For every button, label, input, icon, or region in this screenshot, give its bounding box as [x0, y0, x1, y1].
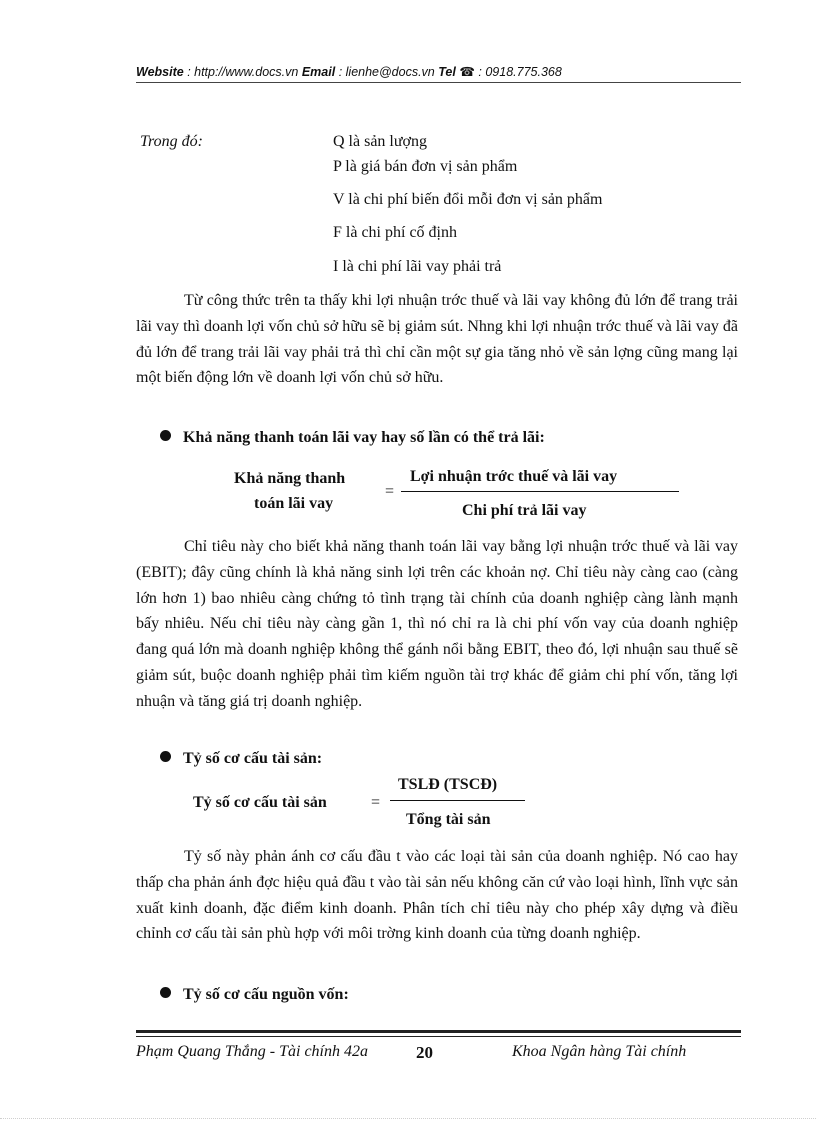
bullet-icon [160, 751, 171, 762]
body-paragraph: Từ công thức trên ta thấy khi lợi nhuận trớc thuế và lãi vay không đủ lớn để trang trải lãi vay thì doanh lợi vốn chủ sở hữu sẽ bị giảm sút. Nhng khi lợi nhuận trớc thuế và lãi vay đã đủ lớn để trang trải lãi vay phải trả thì chỉ cần một sự gia tăng nhỏ về sản lợng cũng mang lại một biến động lớn về doanh lợi vốn chủ sở hữu. [136, 292, 738, 387]
section-heading [160, 750, 322, 768]
formula-denominator: Tổng tài sản [406, 811, 491, 828]
formula-lhs: Tỷ số cơ cấu tài sản [193, 794, 327, 811]
body-paragraph: Chỉ tiêu này cho biết khả năng thanh toán lãi vay bằng lợi nhuận trớc thuế và lãi vay (EBIT); đây cũng chính là khả năng sinh lợi trên các khoản nợ. Chỉ tiêu này càng cao (càng lớn hơn 1) bao nhiêu càng chứng tỏ tình trạng tài chính của doanh nghiệp càng lành mạnh bấy nhiêu. Nếu chỉ tiêu này càng gần 1, thì nó chỉ ra là chi phí vốn vay của doanh nghiệp đang quá lớn mà doanh nghiệp không thể gánh nổi bằng EBIT, theo đó, lợi nhuận sau thuế sẽ giảm sút, buộc doanh nghiệp phải tìm kiếm nguồn tài trợ khác để giảm chi phí vốn, tăng lợi nhuận và tăng giá trị doanh nghiệp. [136, 538, 738, 710]
email-value[interactable]: : lienhe@docs.vn [338, 65, 435, 79]
phone-icon: ☎ [459, 65, 475, 79]
formula-numerator: Lợi nhuận trớc thuế và lãi vay [410, 468, 618, 485]
section-heading [160, 986, 349, 1004]
definition-item: Q là sản lượng [333, 133, 428, 150]
formula-equals: = [371, 794, 381, 811]
definitions-label: Trong đó: [140, 133, 203, 150]
bullet-icon [160, 987, 171, 998]
definition-item: V là chi phí biến đổi mỗi đơn vị sản phẩm [333, 191, 603, 208]
section-title: Tỷ số cơ cấu tài sản: [183, 750, 323, 767]
definition-item: F là chi phí cố định [333, 224, 457, 241]
fraction-bar [390, 800, 525, 801]
website-value[interactable]: : http://www.docs.vn [187, 65, 299, 79]
website-label: Website [136, 65, 184, 79]
formula-denominator: Chi phí trả lãi vay [462, 502, 587, 519]
footer-author: Phạm Quang Thắng - Tài chính 42a [136, 1043, 368, 1060]
section-title: Tỷ số cơ cấu nguồn vốn: [183, 986, 349, 1003]
formula-equals: = [385, 483, 395, 500]
definition-item: I là chi phí lãi vay phải trả [333, 258, 502, 275]
tel-value: : 0918.775.368 [478, 65, 562, 79]
formula-lhs-line2: toán lãi vay [254, 495, 334, 512]
footer-faculty: Khoa Ngân hàng Tài chính [512, 1043, 687, 1060]
email-label: Email [301, 65, 336, 79]
footer-divider [136, 1036, 741, 1037]
page-number: 20 [416, 1043, 433, 1062]
formula-lhs-line1: Khả năng thanh [234, 470, 346, 487]
header-divider [136, 82, 741, 83]
section-heading [160, 429, 545, 447]
body-paragraph: Tỷ số này phản ánh cơ cấu đầu t vào các loại tài sản của doanh nghiệp. Nó cao hay thấp cha phản ánh đợc hiệu quả đầu t vào tài sản nếu không căn cứ vào loại hình, lĩnh vực sản xuất kinh doanh, đặc điểm kinh doanh. Phân tích chỉ tiêu này cho phép xây dựng và điều chỉnh cơ cấu tài sản phù hợp với môi trờng kinh doanh của từng doanh nghiệp. [136, 848, 738, 943]
section-title: Khả năng thanh toán lãi vay hay số lần có thể trả lãi: [183, 429, 545, 446]
bullet-icon [160, 430, 171, 441]
footer-divider [136, 1030, 741, 1033]
definition-item: P là giá bán đơn vị sản phẩm [333, 158, 518, 175]
page-header [136, 64, 562, 79]
formula-numerator: TSLĐ (TSCĐ) [398, 776, 498, 793]
page-edge [0, 1118, 816, 1119]
fraction-bar [401, 491, 679, 492]
tel-label: Tel [438, 65, 456, 79]
